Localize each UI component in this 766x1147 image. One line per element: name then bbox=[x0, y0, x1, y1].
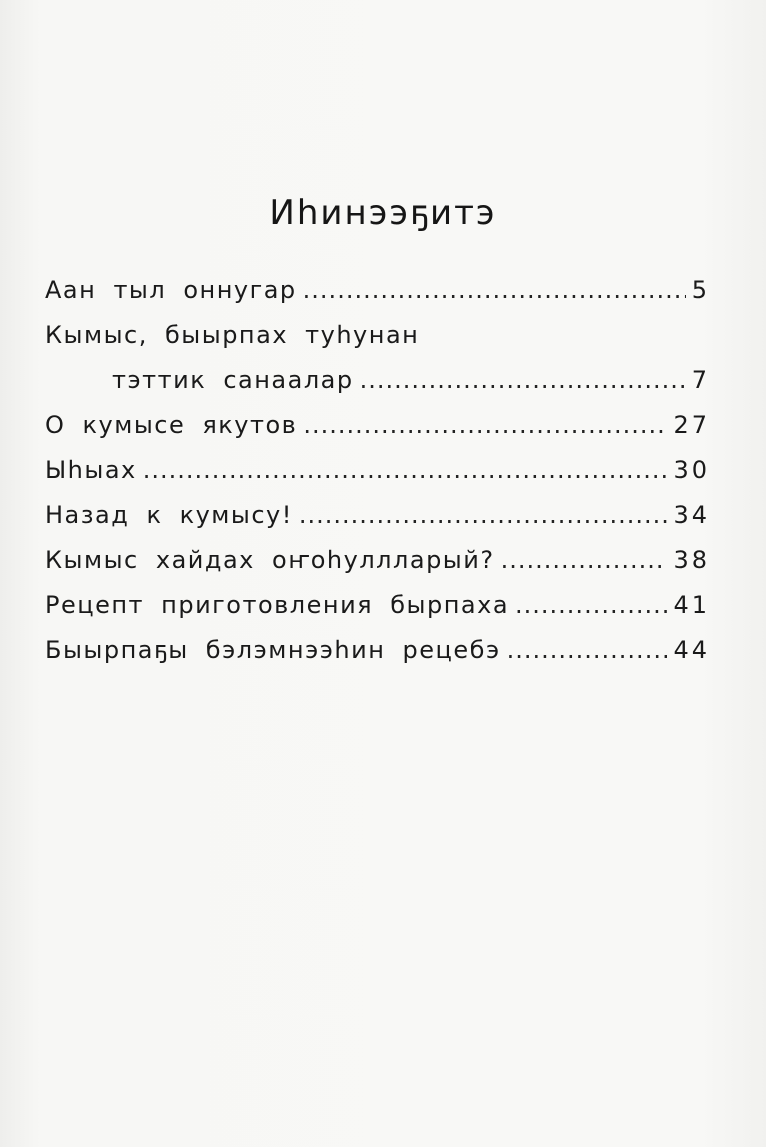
toc-entry-page: 38 bbox=[673, 546, 710, 574]
toc-entry bbox=[45, 358, 710, 403]
dot-leader bbox=[515, 583, 667, 628]
dot-leader bbox=[299, 493, 668, 538]
toc-entry-title: Назад к кумысу! bbox=[45, 501, 293, 529]
toc-entry-title: Кымыс, быырпах туһунан bbox=[45, 321, 420, 349]
dot-leader bbox=[143, 448, 668, 493]
toc-entry bbox=[45, 538, 710, 583]
toc-entry bbox=[45, 583, 710, 628]
toc-entry-title: Кымыс хайдах оҥоһуллларый? bbox=[45, 546, 495, 574]
toc-entry-page: 27 bbox=[673, 411, 710, 439]
toc-entry-page: 30 bbox=[673, 456, 710, 484]
toc-entry bbox=[45, 268, 710, 313]
toc-entry-page: 5 bbox=[691, 276, 710, 304]
toc-entry-page: 44 bbox=[673, 636, 710, 664]
toc-entry-page: 34 bbox=[673, 501, 710, 529]
toc-entry-title: Аан тыл оннугар bbox=[45, 276, 297, 304]
toc-entry bbox=[45, 313, 710, 358]
toc-entry bbox=[45, 628, 710, 673]
table-of-contents bbox=[45, 268, 710, 673]
toc-entry-page: 41 bbox=[673, 591, 710, 619]
toc-entry-page: 7 bbox=[691, 366, 710, 394]
toc-entry-title: Ыһыах bbox=[45, 456, 137, 484]
toc-entry-title: Быырпаҕы бэлэмнээһин рецебэ bbox=[45, 636, 501, 664]
dot-leader bbox=[303, 268, 686, 313]
toc-entry bbox=[45, 448, 710, 493]
toc-entry-title: О кумысе якутов bbox=[45, 411, 298, 439]
dot-leader bbox=[360, 358, 686, 403]
toc-entry bbox=[45, 403, 710, 448]
dot-leader bbox=[303, 403, 667, 448]
toc-entry-title: Рецепт приготовления бырпаха bbox=[45, 591, 510, 619]
dot-leader bbox=[507, 628, 668, 673]
toc-entry bbox=[45, 493, 710, 538]
dot-leader bbox=[501, 538, 668, 583]
page-title: Иһинээҕитэ bbox=[269, 193, 497, 233]
toc-entry-title: тэттик санаалар bbox=[112, 366, 354, 394]
